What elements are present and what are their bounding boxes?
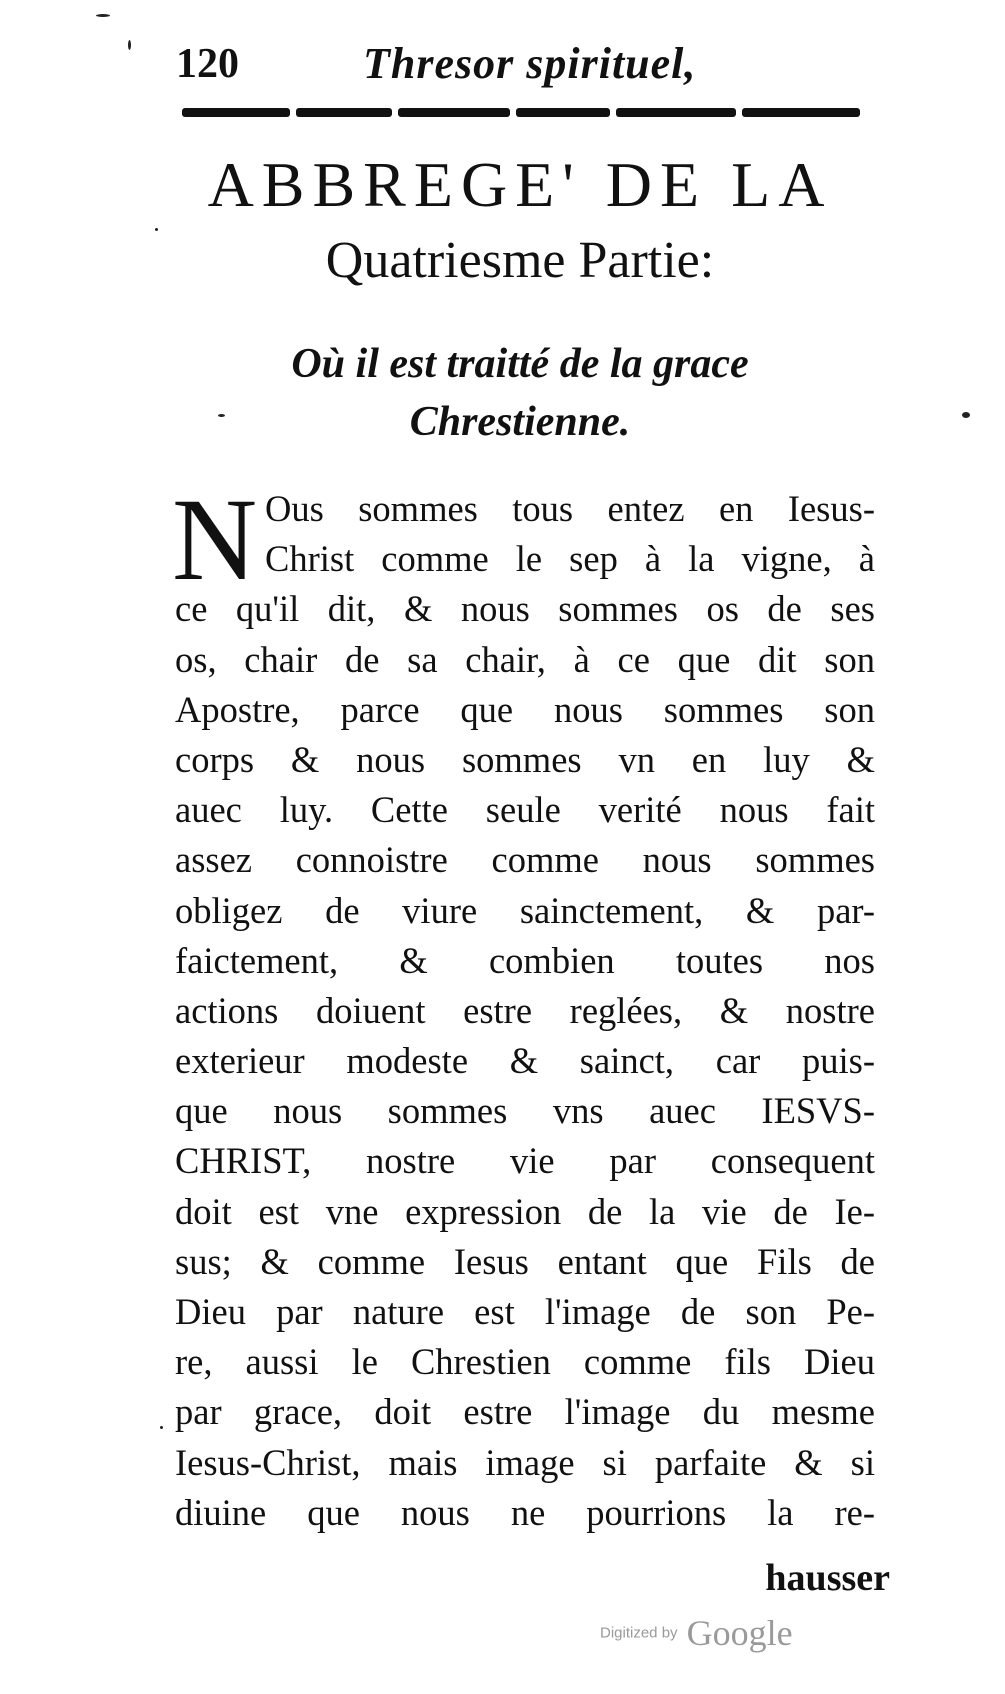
head-rule [182,108,872,118]
scan-speck [128,40,131,50]
running-head [168,30,868,100]
body-line: re, aussi le Chrestien comme fils Dieu [175,1341,875,1383]
body-text [175,484,875,1538]
scan-speck [96,14,110,17]
body-line: Christ comme le sep à la vigne, à [265,538,875,580]
rule-segment [616,108,736,117]
body-line: auec luy. Cette seule verité nous fait [175,789,875,831]
scan-speck [218,414,225,417]
body-line: CHRIST, nostre vie par consequent [175,1140,875,1182]
body-line: doit est vne expression de la vie de Ie- [175,1190,875,1232]
body-line: faictement, & combien toutes nos [175,939,875,981]
section-title [160,150,880,296]
drop-cap: N [172,474,258,605]
rule-segment [296,108,392,117]
body-line: ce qu'il dit, & nous sommes os de ses [175,588,875,630]
running-title: Thresor spirituel, [363,39,697,88]
body-line: diuine que nous ne pourrions la re- [175,1491,875,1533]
watermark-prefix: Digitized by [600,1624,678,1642]
subtitle-line2: Chrestienne. [409,399,631,445]
body-line: Dieu par nature est l'image de son Pe- [175,1291,875,1332]
scan-speck [962,412,970,418]
scan-speck [155,228,158,231]
section-title-line2: Quatriesme Partie: [325,232,715,289]
rule-segment [742,108,860,117]
page-number: 120 [176,41,239,87]
body-line: assez connoistre comme nous sommes [175,839,875,881]
body-line: os, chair de sa chair, à ce que dit son [175,638,875,680]
scan-speck [160,1426,163,1429]
rule-segment [398,108,510,117]
body-line: que nous sommes vns auec IESVS- [175,1090,875,1132]
body-line: Iesus-Christ, mais image si parfaite & si [175,1441,875,1483]
body-line: sus; & comme Iesus entant que Fils de [175,1240,875,1282]
body-line: obligez de viure sainctement, & par- [175,889,875,931]
body-line: corps & nous sommes vn en luy & [175,738,875,780]
body-line: par grace, doit estre l'image du mesme [175,1391,875,1433]
rule-segment [182,108,290,117]
body-line: Apostre, parce que nous sommes son [175,688,875,730]
subtitle [160,335,880,451]
body-line: exterieur modeste & sainct, car puis- [175,1040,875,1082]
rule-segment [516,108,610,117]
section-title-line1: ABBREGE' DE LA [207,149,833,220]
watermark-logo: Google [686,1613,793,1653]
body-line: actions doiuent estre reglées, & nostre [175,989,875,1031]
catchword: hausser [765,1557,890,1599]
body-line: Ous sommes tous entez en Iesus- [265,488,875,529]
watermark [600,1612,793,1654]
subtitle-line1: Où il est traitté de la grace [291,341,749,387]
